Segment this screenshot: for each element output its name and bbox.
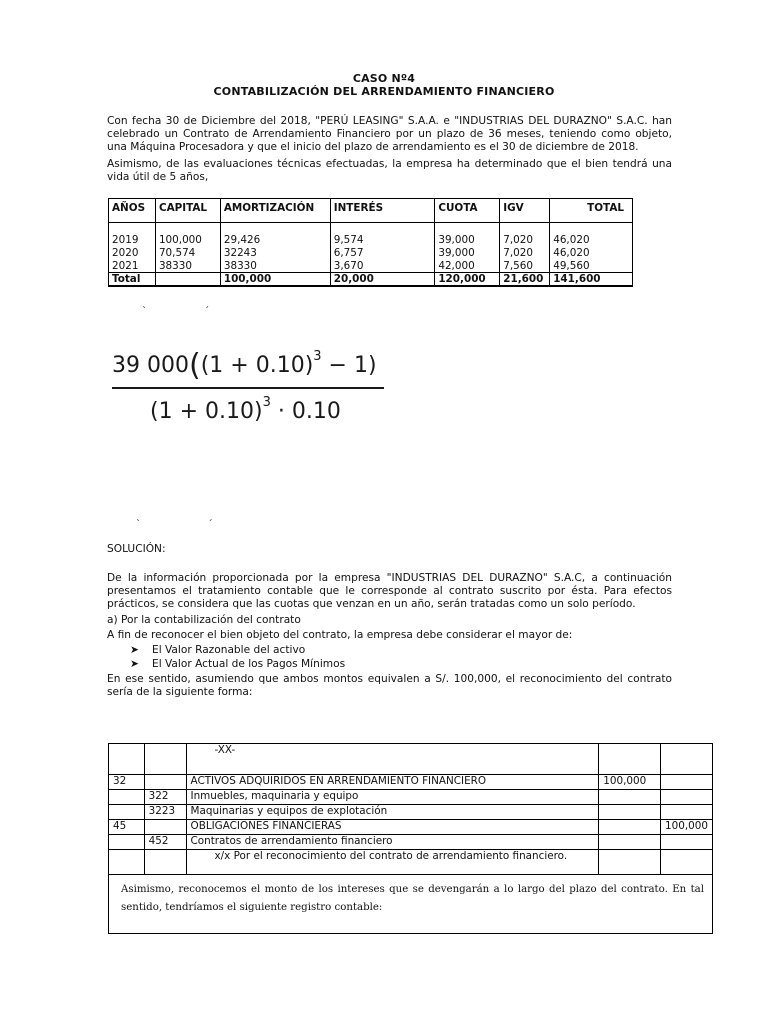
- bullet-item: ➤ El Valor Actual de los Pagos Mínimos: [130, 658, 346, 670]
- table-row: [109, 805, 713, 820]
- solution-paragraph-3: En ese sentido, asumiendo que ambos montos equivalen a S/. 100,000, el reconocimiento del contrato sería de la siguiente forma:: [107, 673, 672, 699]
- table-cell: 2021: [109, 259, 156, 273]
- total-cell: 141,600: [550, 273, 633, 287]
- account-code: 45: [109, 820, 145, 835]
- credit-amount: [661, 790, 713, 805]
- table-cell: 2019: [109, 233, 156, 246]
- table-cell: 46,020: [550, 233, 633, 246]
- table-row: [109, 259, 633, 273]
- debit-amount: [599, 790, 661, 805]
- solution-paragraph-2: A fin de reconocer el bien objeto del contrato, la empresa debe considerar el mayor de:: [107, 629, 573, 641]
- table-cell: 7,020: [500, 233, 550, 246]
- table-cell: 3,670: [330, 259, 435, 273]
- gloss-row: [109, 850, 713, 875]
- table-cell: 7,020: [500, 246, 550, 259]
- table-cell: 6,757: [330, 246, 435, 259]
- arrow-bullet-icon: ➤: [130, 658, 139, 670]
- column-header: AMORTIZACIÓN: [220, 199, 330, 223]
- account-name: Inmuebles, maquinaria y equipo: [186, 790, 599, 805]
- column-header: CUOTA: [435, 199, 500, 223]
- account-name: Contratos de arrendamiento financiero: [186, 835, 599, 850]
- total-cell: 100,000: [220, 273, 330, 287]
- column-header: INTERÉS: [330, 199, 435, 223]
- column-header: AÑOS: [109, 199, 156, 223]
- total-row: [109, 273, 633, 287]
- credit-amount: [661, 835, 713, 850]
- table-row: [109, 820, 713, 835]
- table-cell: 49,560: [550, 259, 633, 273]
- subaccount-code: [144, 820, 186, 835]
- account-code: [109, 805, 145, 820]
- arrow-bullet-icon: ➤: [130, 644, 139, 656]
- table-row: [109, 790, 713, 805]
- case-title: CASO Nº4: [352, 72, 416, 85]
- subaccount-code: 3223: [144, 805, 186, 820]
- total-cell: 21,600: [500, 273, 550, 287]
- total-cell: 120,000: [435, 273, 500, 287]
- entry-number: -XX-: [186, 744, 599, 775]
- journal-entry-table: [108, 743, 713, 934]
- document-title: CONTABILIZACIÓN DEL ARRENDAMIENTO FINANCIERO: [213, 85, 555, 98]
- table-cell: 38330: [220, 259, 330, 273]
- solution-paragraph: De la información proporcionada por la empresa "INDUSTRIAS DEL DURAZNO" S.A.C, a continuación presentamos el tratamiento contable que le corresponde al contrato suscrito por ésta. Para efectos prácticos, se considera que las cuotas que venzan en un año, serán tratadas como un solo período.: [107, 572, 672, 611]
- credit-amount: 100,000: [661, 820, 713, 835]
- bullet-item: ➤ El Valor Razonable del activo: [130, 644, 306, 656]
- table-row: [109, 233, 633, 246]
- subaccount-code: 452: [144, 835, 186, 850]
- spacer-row: [109, 223, 633, 234]
- subaccount-code: [144, 775, 186, 790]
- intro-paragraph: Con fecha 30 de Diciembre del 2018, "PERÚ LEASING" S.A.A. e "INDUSTRIAS DEL DURAZNO" S.A.C. han celebrado un Contrato de Arrendamiento Financiero por un plazo de 36 meses, teniendo como objeto, una Máquina Procesadora y que el inicio del plazo de arrendamiento es el 30 de diciembre de 2018.: [107, 115, 672, 154]
- table-row: [109, 246, 633, 259]
- account-name: Maquinarias y equipos de explotación: [186, 805, 599, 820]
- account-name: OBLIGACIONES FINANCIERAS: [186, 820, 599, 835]
- credit-amount: [661, 805, 713, 820]
- debit-amount: [599, 805, 661, 820]
- account-name: ACTIVOS ADQUIRIDOS EN ARRENDAMIENTO FINANCIERO: [186, 775, 599, 790]
- account-code: 32: [109, 775, 145, 790]
- stray-mark: ˋ ˊ: [136, 519, 213, 530]
- formula-fraction-bar: [112, 387, 384, 389]
- table-cell: 29,426: [220, 233, 330, 246]
- present-value-formula: [112, 348, 384, 424]
- solution-heading: SOLUCIÓN:: [107, 543, 166, 555]
- debit-amount: 100,000: [599, 775, 661, 790]
- total-cell: [155, 273, 220, 287]
- table-cell: 42,000: [435, 259, 500, 273]
- account-code: [109, 835, 145, 850]
- amortization-table: [108, 198, 633, 287]
- table-cell: 46,020: [550, 246, 633, 259]
- column-header: IGV: [500, 199, 550, 223]
- table-cell: 70,574: [155, 246, 220, 259]
- table-cell: 7,560: [500, 259, 550, 273]
- journal-header-row: [109, 744, 713, 775]
- column-header: TOTAL: [550, 199, 633, 223]
- total-cell: Total: [109, 273, 156, 287]
- table-cell: 100,000: [155, 233, 220, 246]
- account-code: [109, 790, 145, 805]
- solution-item-a: a) Por la contabilización del contrato: [107, 614, 301, 626]
- table-header-row: [109, 199, 633, 223]
- formula-numerator: 39 $000((1 + 0.10)^3 - 1)$: [112, 348, 377, 383]
- table-cell: 38330: [155, 259, 220, 273]
- subaccount-code: 322: [144, 790, 186, 805]
- formula-denominator: $(1 + 0.10)^3 \cdot 0.10$: [150, 395, 341, 424]
- total-cell: 20,000: [330, 273, 435, 287]
- note-row: [109, 875, 713, 934]
- interest-note: Asimismo, reconocemos el monto de los intereses que se devengarán a lo largo del plazo del contrato. En tal sentido, tendríamos el siguiente registro contable:: [109, 875, 713, 934]
- table-row: [109, 835, 713, 850]
- table-cell: 32243: [220, 246, 330, 259]
- intro-paragraph-2: Asimismo, de las evaluaciones técnicas efectuadas, la empresa ha determinado que el bien tendrá una vida útil de 5 años,: [107, 158, 672, 184]
- table-cell: 2020: [109, 246, 156, 259]
- table-cell: 39,000: [435, 233, 500, 246]
- table-cell: 9,574: [330, 233, 435, 246]
- table-row: [109, 775, 713, 790]
- credit-amount: [661, 775, 713, 790]
- entry-gloss: x/x Por el reconocimiento del contrato de arrendamiento financiero.: [186, 850, 599, 875]
- debit-amount: [599, 835, 661, 850]
- column-header: CAPITAL: [155, 199, 220, 223]
- debit-amount: [599, 820, 661, 835]
- stray-mark: ˋ ˊ: [142, 306, 210, 317]
- table-cell: 39,000: [435, 246, 500, 259]
